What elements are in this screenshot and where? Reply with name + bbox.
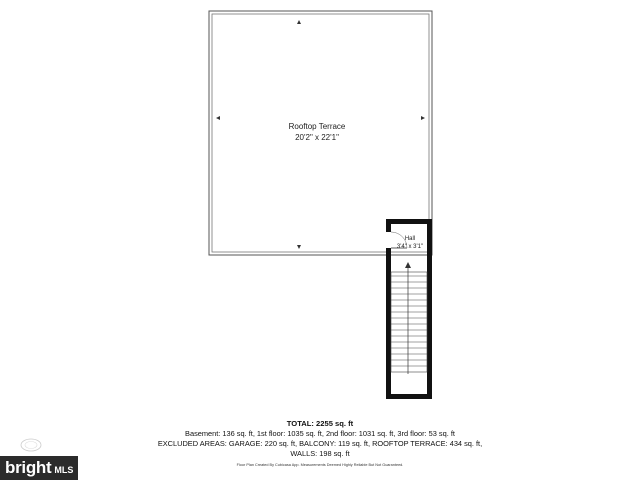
brand-logo [0,456,78,480]
brand-logo-part1: bright [5,458,52,477]
stair-stringer [391,272,427,372]
stair-arrow-head [405,262,411,268]
floor-areas: Basement: 136 sq. ft, 1st floor: 1035 sq. ft, 2nd floor: 1031 sq. ft, 3rd floor: 53 sq. ft [185,429,455,438]
hall-name: Hall [404,236,416,242]
hall-doorway [386,232,391,248]
floor-plan-credit: Floor Plan Created By Cubicasa App. Measurements Deemed Highly Reliable But Not Guaranteed. [236,463,404,467]
stair-treads [391,276,427,366]
walls-area: WALLS: 198 sq. ft [290,449,350,458]
total-area: TOTAL: 2255 sq. ft [286,419,354,428]
rooftop-terrace-dims: 20'2" x 22'1" [295,133,339,142]
hall-dims: 3'4" x 3'1" [396,244,424,250]
rooftop-terrace-label [255,121,379,143]
rooftop-terrace-name: Rooftop Terrace [288,122,346,131]
area-summary [120,419,520,459]
excluded-areas: EXCLUDED AREAS: GARAGE: 220 sq. ft, BALCONY: 119 sq. ft, ROOFTOP TERRACE: 434 sq. ft, [157,439,483,448]
brand-logo-part2: MLS [54,464,74,475]
seal-logo-icon [20,438,42,452]
hall-label [392,235,428,251]
